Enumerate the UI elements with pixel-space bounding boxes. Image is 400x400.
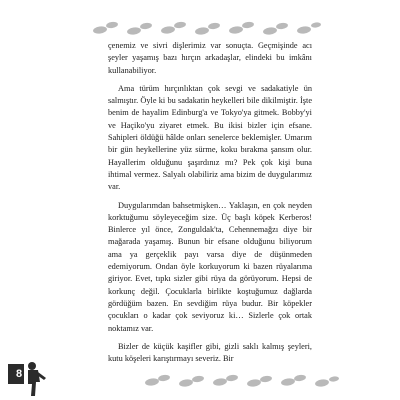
paragraph-1: çenemiz ve sivri dişlerimiz var sonuçta. Geçmişinde acı şeyler yaşamış bazı hırçın arkadaşlar, elindeki bu imkânı kullanabiliyor. [108,41,312,75]
paragraph-3: Duygularımdan bahsetmişken… Yaklaşın, en çok neyden korktuğumu söyleyeceğim size. Üç başlı köpek Kerberos! Binlerce yıl önce, Zonguldak'ta, Cehennemağzı diye bir mağarada yaşamış. Bunun bir efsane olduğunu biliyorum ama ya gerçeklik payı varsa diye de düşünmeden edemiyorum. Ondan öyle korkuyorum ki bazen rüyalarıma giriyor. Evet, tıpkı sizler gibi rüya da görüyorum. Hepsi de korkunç değil. Çocuklarla birlikte koştuğumuz dağlarda gördüğüm bazen. En sevdiğim rüya budur. Bir köpekler çocukları o kadar çok seviyoruz ki… Sizlerle çok ortak noktamız var. [108,200,312,333]
paragraph-2: Ama türüm hırçınlıktan çok sevgi ve sadakatiyle ün salmıştır. Öyle ki bu sadakatin heykelleri bile dikilmiştir. İşte benim de hayalim Edinburg'a ve Tokyo'ya gitmek. Bobby'yi ve Haçiko'yu ziyaret etmek. Bu ikisi bizler için efsane. Sahipleri öldüğü hâlde onları senelerce beklemişler. Umarım bir gün heykellerine yüz sürme, koku bırakma şansım olur. Hayallerim olduğunu şaşırdınız mı? Pek çok kişi buna ihtimal vermez. Salyalı olabiliriz ama bizim de duygularımız var. [108,83,312,192]
page-body-text [108,40,312,371]
footprints-bottom-decoration [40,372,340,392]
footprints-top-decoration [92,18,322,38]
paragraph-4: Bizler de küçük kaşifler gibi, gizli saklı kalmış şeyleri, kutu köşeleri karıştırmayı severiz. Bir [108,341,312,364]
page-number: 8 [16,368,23,380]
